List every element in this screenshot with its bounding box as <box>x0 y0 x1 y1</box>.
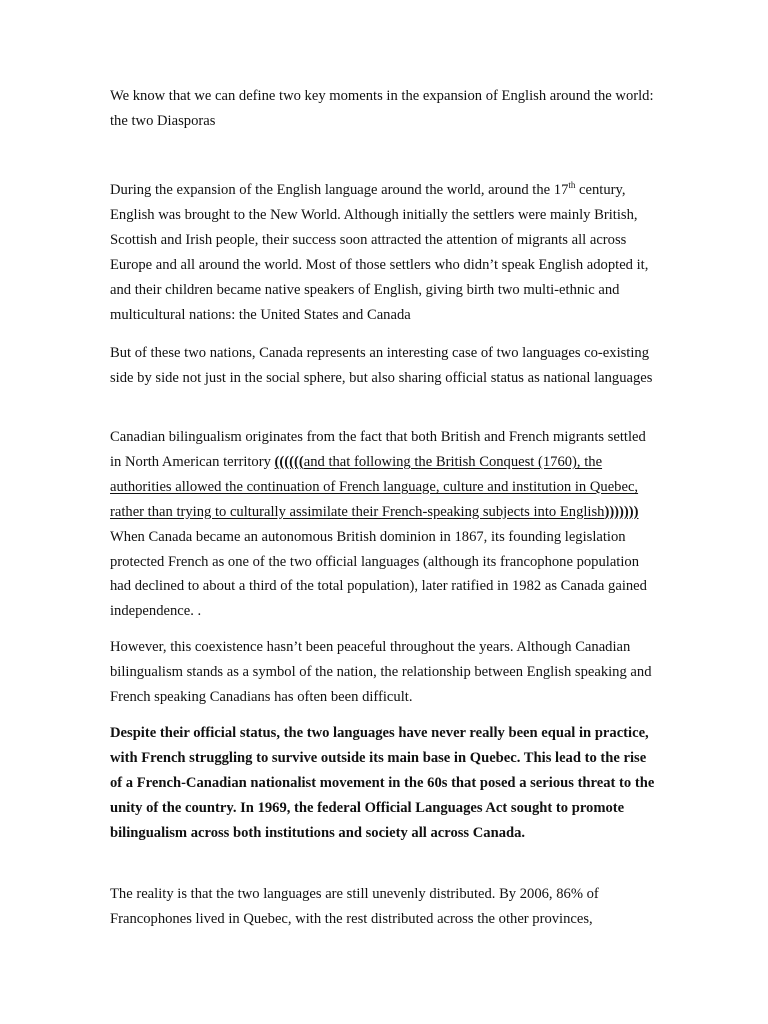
bilingualism-origins-end: When Canada became an autonomous British dominion in 1867, its founding legislation protected French as one of the two official languages (although its francophone population had declined to about a third of the total population), later ratified in 1982 as Canada gained independence. . <box>110 528 647 620</box>
ordinal-superscript: th <box>568 180 576 191</box>
paragraph-canada-case: But of these two nations, Canada represents an interesting case of two languages co-existing side by side not just in the social sphere, but also sharing official status as national languages <box>110 345 653 386</box>
paragraph-bilingualism-origins <box>110 425 660 624</box>
paragraph-english-expansion <box>110 178 660 327</box>
underlined-text: and that following the British Conquest (1760), the authorities allowed the continuation of French language, culture and institution in Quebec, rather than trying to culturally assimilate their French-speaking subjects into English <box>110 453 639 520</box>
paragraph-official-status-bold: Despite their official status, the two languages have never really been equal in practice, with French struggling to survive outside its main base in Quebec. This lead to the rise of a French-Canadian nationalist movement in the 60s that posed a serious threat to the unity of the country. In 1969, the federal Official Languages Act sought to promote bilingualism across both institutions and society all across Canada. <box>110 725 655 841</box>
closing-parentheses: ))))))) <box>604 503 639 520</box>
paragraph-reality: The reality is that the two languages are still unevenly distributed. By 2006, 86% of Francophones lived in Quebec, with the rest distributed across the other provinces, <box>110 886 599 927</box>
bilingualism-origins-start: Canadian bilingualism originates from the fact that both British and French migrants settled in North American territory <box>110 429 646 470</box>
paragraph-english-expansion-text-end: century, English was brought to the New World. Although initially the settlers were mainly British, Scottish and Irish people, their success soon attracted the attention of migrants all across Europe and all around the world. Most of those settlers who didn’t speak English adopted it, and their children became native speakers of English, giving birth two multi-ethnic and multicultural nations: the United States and Canada <box>110 182 649 323</box>
paragraph-english-expansion-text-start: During the expansion of the English language around the world, around the 17 <box>110 182 569 198</box>
paragraph-coexistence: However, this coexistence hasn’t been peaceful throughout the years. Although Canadian bilingualism stands as a symbol of the nation, the relationship between English speaking and French speaking Canadians has often been difficult. <box>110 639 652 705</box>
intro-paragraph: We know that we can define two key moments in the expansion of English around the world: the two Diasporas <box>110 88 654 129</box>
opening-parentheses: (((((( <box>274 453 304 470</box>
